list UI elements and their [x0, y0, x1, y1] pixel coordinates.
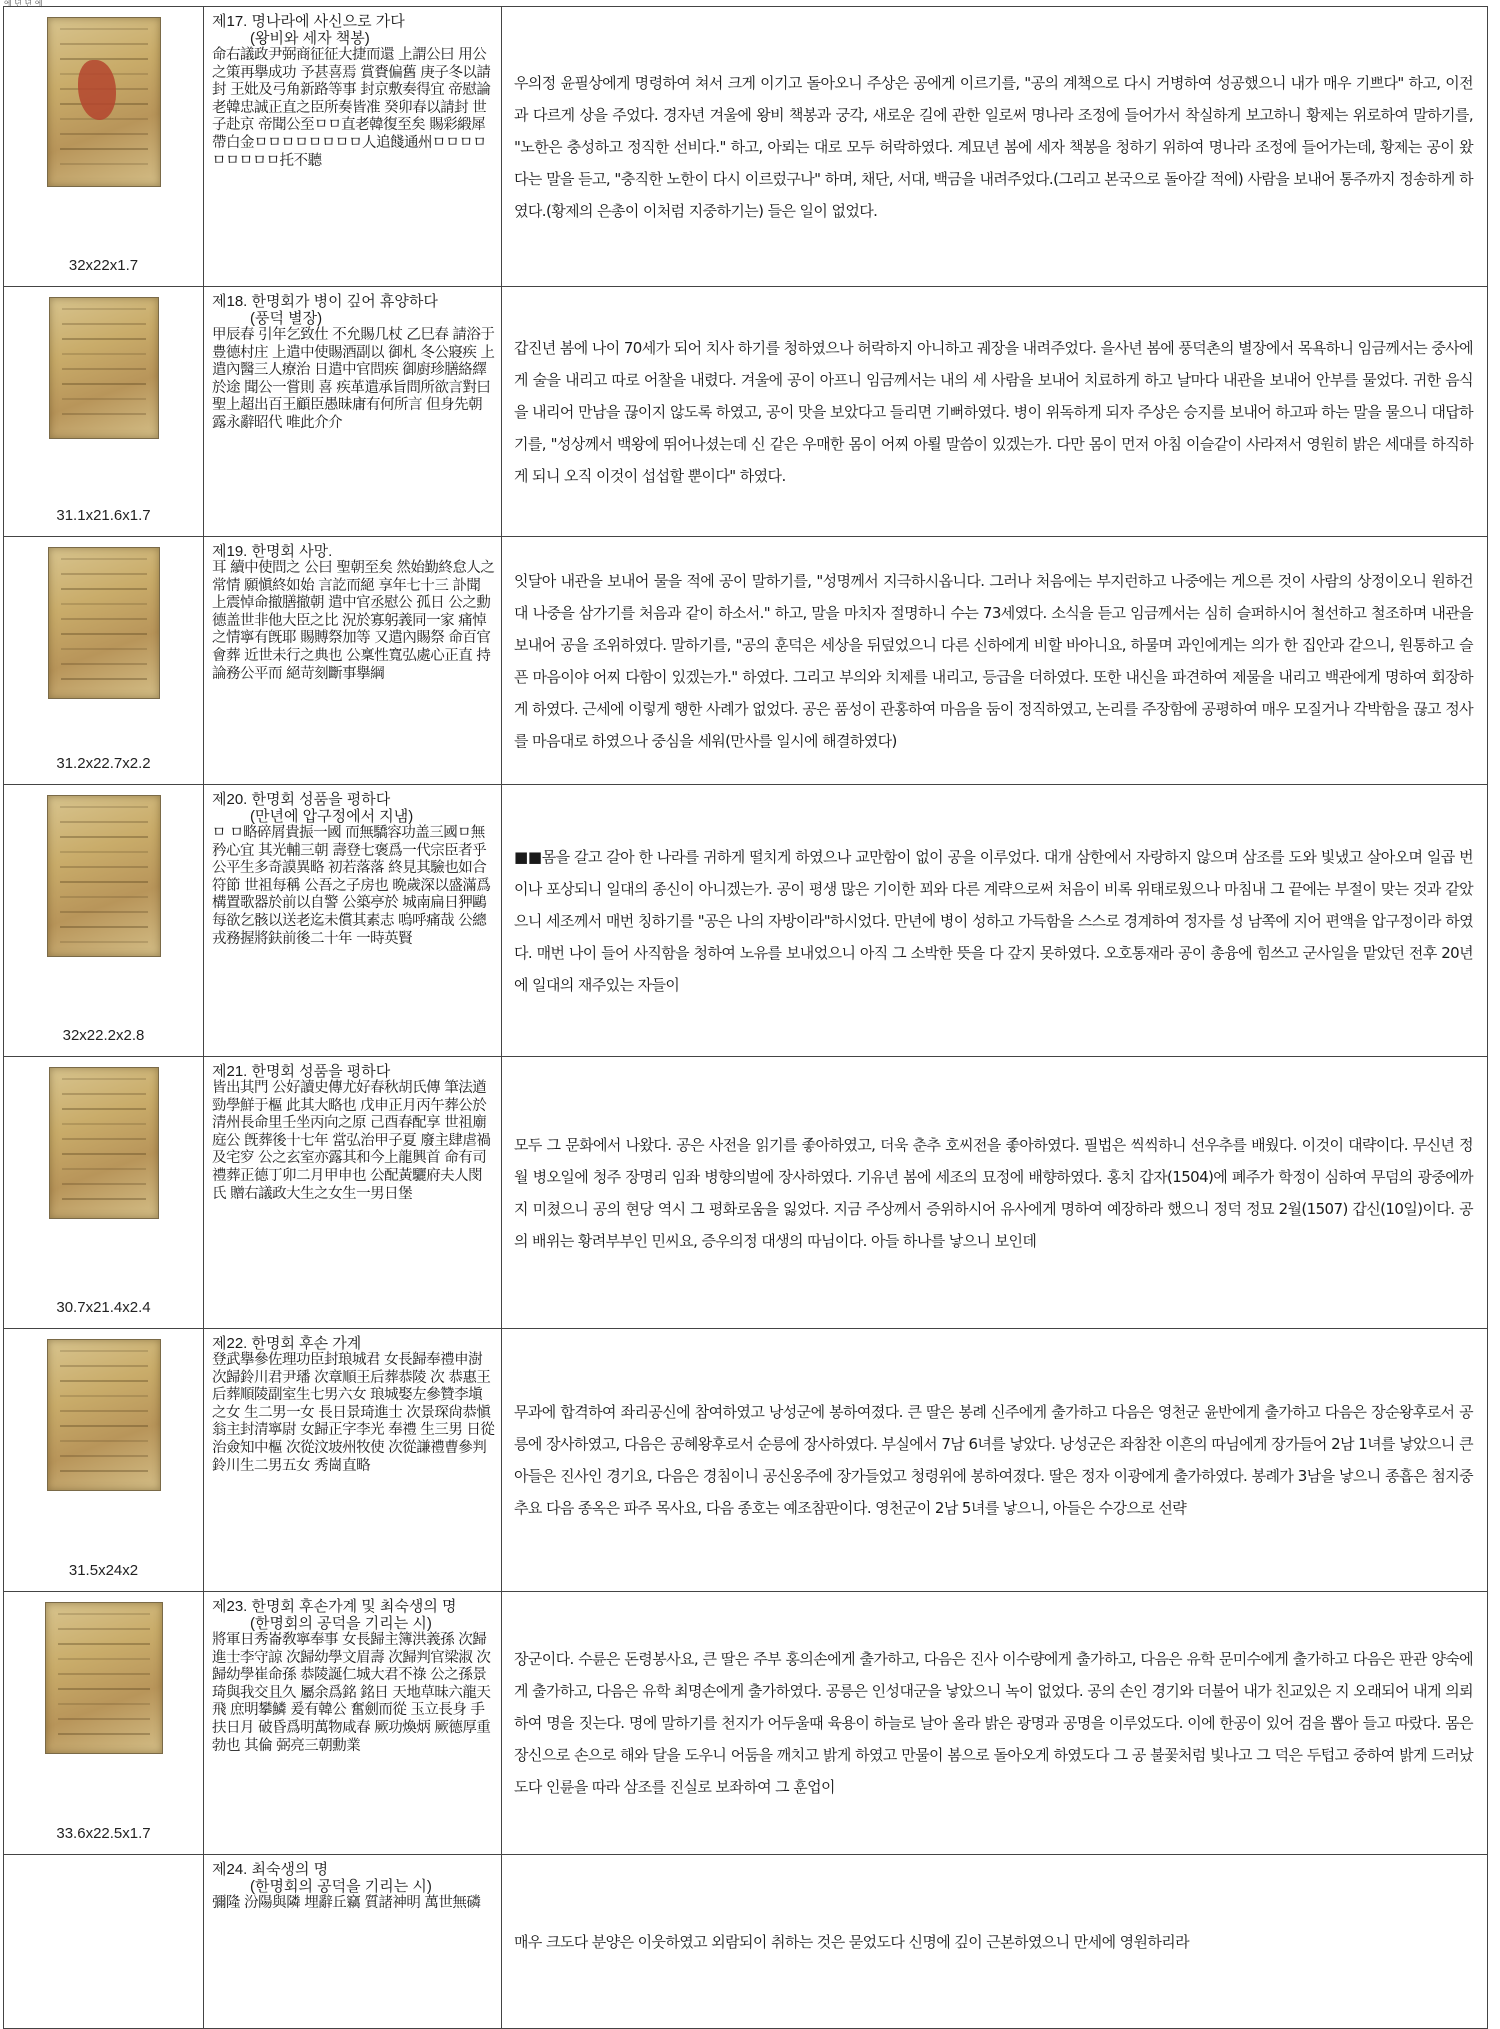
hanja-text: 將軍日秀崙敎寧奉事 女長歸主簿洪義孫 次歸進士李守諒 次歸幼學文眉壽 次歸判官梁淑 次歸幼學崔命孫 恭陵誕仁城大君不祿 公之孫景琦與我交且久 屬余爲銘 銘日 天地草昧六龍天飛 庶明攀鱗 爰有韓公 奮劍而從 玉立長身 手扶日月 破昏爲明萬物咸春 厥功煥炳 厥德厚重 勃也 其倫 弼亮三朝勳業	[212, 1632, 491, 1754]
tablet-image-cell	[4, 785, 204, 1057]
section-subtitle: (풍덕 별장)	[250, 310, 323, 327]
jade-tablet-image	[47, 1339, 161, 1491]
korean-translation-cell	[502, 7, 1488, 287]
korean-translation-text: ■■몸을 갈고 갈아 한 나라를 귀하게 떨치게 하였으나 교만함이 없이 공을 이루었다. 대개 삼한에서 자랑하지 않으며 삼조를 도와 빛냈고 살아오며 일곱 번이나 포상되니 일대의 종신이 아니겠는가. 공이 평생 많은 기이한 꾀와 다른 계략으로써 처음이 비록 위태로웠으나 마침내 그 끝에는 부절이 맞는 것과 같았으니 세조께서 매번 칭하기를 "공은 나의 자방이라"하시었다. 만년에 병이 성하고 가득함을 스스로 경계하여 정자를 성 남쪽에 지어 편액을 압구정이라 하였다. 매번 나이 들어 사직함을 청하여 노유를 보내었으니 아직 그 소박한 뜻을 다 갚지 못하였다. 오호통재라 공이 총융에 힘쓰고 군사일을 맡았던 전후 20년에 일대의 재주있는 자들이	[514, 847, 1473, 994]
jade-tablet-image	[49, 297, 159, 439]
korean-translation-text: 우의정 윤필상에게 명령하여 쳐서 크게 이기고 돌아오니 주상은 공에게 이르기를, "공의 계책으로 다시 거병하여 성공했으니 내가 매우 기쁘다" 하고, 이전과 다르게 상을 주었다. 경자년 겨울에 왕비 책봉과 궁각, 새로운 길에 관한 일로써 명나라 조정에 들어가서 착실하게 보고하니 황제는 위로하여 말하기를, "노한은 충성하고 정직한 선비다." 하고, 아뢰는 대로 모두 허락하였다. 계묘년 봄에 세자 책봉을 청하기 위하여 명나라 조정에 들어가는데, 황제는 공이 왔다는 말을 듣고, "충직한 노한이 다시 이르렀구나" 하며, 채단, 서대, 백금을 내려주었다.(그리고 본국으로 돌아갈 적에) 사람을 보내어 통주까지 정송하게 하였다.(황제의 은총이 이처럼 지중하기는) 들은 일이 없었다.	[514, 73, 1473, 220]
table-row	[4, 537, 1488, 785]
hanja-text: 耳 續中使問之 公曰 聖朝至矣 然始勤終怠人之常情 願愼終如始 言訖而絕 享年七十三 訃聞 上震悼命撤膳撤朝 遣中官丞慰公 孤日 公之勳德盖世非他大臣之比 況於寡躬義同一家 痛悼之情寧有旣耶 賜賻祭加等 又遣內賜祭 命百官會葬 近世未行之典也 公稟性寬弘處心正直 持論務公平而 絕苛刻斷事擧綱	[212, 560, 495, 682]
section-title: 제20. 한명회 성품을 평하다	[212, 791, 391, 808]
tablet-image-cell	[4, 537, 204, 785]
hanja-text: 甲辰春 引年乞致仕 不允賜几杖 乙巳春 請浴于豊德村庄 上遣中使賜酒副以 御札 冬公寢疾 上遣內醫三人療治 日遣中官問疾 御廚珍膳絡繹於途 聞公一嘗則 喜 疾革遣承旨問所欲言對曰 聖上超出百王顧臣愚昧庸有何所言 但身先朝露永辭昭代 唯此介介	[212, 327, 495, 431]
tablet-dimensions: 31.5x24x2	[68, 1562, 139, 1579]
hanja-text: 命右議政尹弼商征征大捷而還 上謂公曰 用公之策再擧成功 予甚喜焉 賞賚偏舊 庚子冬以請封 王妣及弓角新路等事 封京敷奏得宜 帝慰論老韓忠誠正直之臣所奏皆准 癸卯春以請封 世子赴京 帝聞公至ㅁㅁ直老韓復至矣 賜彩緞犀帶白金ㅁㅁㅁㅁㅁㅁㅁㅁ人追餞通州ㅁㅁㅁㅁㅁㅁㅁㅁㅁ托不聽	[212, 47, 491, 169]
tablet-image-cell	[4, 287, 204, 537]
hanja-cell	[204, 1855, 502, 2029]
hanja-text: ㅁ ㅁ略碎屑貴振一國 而無驕容功盖三國ㅁ無矜心宜 其光輔三朝 壽登七褒爲一代宗臣者乎 公平生多奇謨異略 初若落落 終見其驗也如合符節 世祖每稱 公吾之子房也 晩歲深以盛滿爲構置歌器於前以自警 公築亭於 城南扁日狎鷗 每欲乞骸以送老迄未償其素志 嗚呼痛哉 公總戎務握將鈇前後二十年 一時英賢	[212, 825, 491, 947]
hanja-cell	[204, 7, 502, 287]
jade-tablet-image	[48, 547, 160, 699]
section-title: 제23. 한명회 후손가계 및 최숙생의 명	[212, 1598, 457, 1615]
section-subtitle: (왕비와 세자 책봉)	[250, 30, 370, 47]
header-fragment: 에 년 년 에	[4, 0, 43, 8]
section-title: 제24. 최숙생의 명	[212, 1861, 329, 1878]
hanja-cell	[204, 1329, 502, 1592]
tablet-image-cell	[4, 1057, 204, 1329]
table-row	[4, 785, 1488, 1057]
jade-tablet-image	[45, 1602, 163, 1754]
jade-tablet-image	[47, 795, 161, 957]
tablet-image-cell	[4, 7, 204, 287]
table-row	[4, 1329, 1488, 1592]
section-title: 제22. 한명회 후손 가계	[212, 1335, 362, 1352]
table-row	[4, 1057, 1488, 1329]
section-title: 제19. 한명회 사망.	[212, 543, 333, 560]
hanja-text: 皆出其門 公好讀史傳尤好春秋胡氏傳 筆法遒勁學鮮于樞 此其大略也 戊申正月丙午葬公於清州長命里壬坐丙向之原 己酉春配享 世祖廟庭公 旣葬後十七年 當弘治甲子夏 廢主肆虐禍及宅穸 公之玄室亦露其和今上龍興首 命有司禮葬正德丁卯二月甲申也 公配黃驪府夫人閔氏 贈右議政大生之女生一男日堡	[212, 1080, 491, 1202]
korean-translation-cell	[502, 287, 1488, 537]
section-title: 제21. 한명회 성품을 평하다	[212, 1063, 391, 1080]
hanja-text: 彌隆 汾陽與隣 埋辭丘竊 質諸神明 萬世無磷	[212, 1895, 481, 1911]
section-title: 제18. 한명회가 병이 깊어 휴양하다	[212, 293, 438, 310]
tablet-image-cell	[4, 1592, 204, 1855]
hanja-cell	[204, 1592, 502, 1855]
korean-translation-cell	[502, 537, 1488, 785]
hanja-cell	[204, 1057, 502, 1329]
tablet-dimensions: 31.1x21.6x1.7	[56, 507, 151, 524]
table-row	[4, 1855, 1488, 2029]
section-subtitle: (한명회의 공덕을 기리는 시)	[250, 1878, 432, 1895]
table-body	[4, 7, 1488, 2029]
jade-tablet-image	[49, 1067, 159, 1219]
korean-translation-text: 장군이다. 수륜은 돈령봉사요, 큰 딸은 주부 홍의손에게 출가하고, 다음은 진사 이수량에게 출가하고, 다음은 유학 문미수에게 출가하고 다음은 판관 양숙에게 출가하고, 다음은 유학 최명손에게 출가하였다. 공릉은 인성대군을 낳았으니 녹이 없었다. 공의 손인 경기와 더불어 내가 친교있은 지 오래되어 내게 의뢰하여 명을 짓는다. 명에 말하기를 천지가 어두울때 육용이 하늘로 날아 올라 밝은 광명과 공명을 이루었도다. 이에 한공이 있어 검을 뽑아 들고 따랐다. 몸은 장신으로 손으로 해와 달을 도우니 어둠을 깨치고 밝게 하였고 만물이 봄으로 돌아오게 하였도다 그 공 불꽃처럼 빛나고 그 덕은 두텁고 중하여 밝게 드러났도다 인륜을 따라 삼조를 진실로 보좌하여 그 훈업이	[514, 1650, 1473, 1796]
jade-tablet-image	[47, 17, 161, 187]
korean-translation-cell	[502, 1057, 1488, 1329]
section-subtitle: (만년에 압구정에서 지냄)	[250, 808, 414, 825]
tablet-dimensions: 31.2x22.7x2.2	[56, 755, 151, 772]
hanja-text: 登武擧參佐理功臣封琅城君 女長歸奉禮申澍 次歸鈴川君尹璠 次章順王后葬恭陵 次 恭惠王后葬順陵副室生七男六女 琅城娶左參贊李塡之女 生二男一女 長日景琦進士 次景琛尙恭愼翁主封清寧尉 女歸正字李光 奉禮 生三男 日從治僉知中樞 次從汶坡州牧使 次從謙禮曹參判 鈴川生二男五女 秀崗直略	[212, 1352, 495, 1474]
hanja-cell	[204, 287, 502, 537]
korean-translation-text: 모두 그 문화에서 나왔다. 공은 사전을 읽기를 좋아하였고, 더욱 춘추 호씨전을 좋아하였다. 필법은 씩씩하니 선우추를 배웠다. 이것이 대략이다. 무신년 정월 병오일에 청주 장명리 임좌 병향의벌에 장사하였다. 기유년 봄에 세조의 묘정에 배향하였다. 홍치 갑자(1504)에 폐주가 학정이 심하여 무덤의 광중에까지 미쳤으니 공의 현당 역시 그 평화로움을 잃었다. 지금 주상께서 증위하시어 유사에게 명하여 예장하라 했으니 정덕 정묘 2월(1507) 갑신(10일)이다. 공의 배위는 황려부부인 민씨요, 증우의정 대생의 따님이다. 아들 하나를 낳으니 보인데	[514, 1135, 1473, 1250]
table-row	[4, 287, 1488, 537]
korean-translation-cell	[502, 1329, 1488, 1592]
tablet-dimensions: 30.7x21.4x2.4	[56, 1299, 151, 1316]
red-stain	[78, 60, 116, 120]
section-title: 제17. 명나라에 사신으로 가다	[212, 13, 405, 30]
korean-translation-text: 매우 크도다 분양은 이웃하였고 외람되이 취하는 것은 묻었도다 신명에 깊이 근본하였으니 만세에 영원하리라	[514, 1932, 1190, 1951]
table-row	[4, 1592, 1488, 1855]
section-subtitle: (한명회의 공덕을 기리는 시)	[250, 1615, 432, 1632]
korean-translation-cell	[502, 1855, 1488, 2029]
tablet-image-cell	[4, 1329, 204, 1592]
korean-translation-text: 갑진년 봄에 나이 70세가 되어 치사 하기를 청하였으나 허락하지 아니하고 궤장을 내려주었다. 을사년 봄에 풍덕촌의 별장에서 목욕하니 임금께서는 중사에게 술을 내리고 따로 어찰을 내렸다. 겨울에 공이 아프니 임금께서는 내의 세 사람을 보내어 치료하게 하고 날마다 내관을 보내어 안부를 물었다. 귀한 음식을 내리어 만남을 끊이지 않도록 하였고, 공이 맛을 보았다고 들리면 기뻐하였다. 병이 위독하게 되자 주상은 승지를 보내어 하고파 하는 말을 물으니 대답하기를, "성상께서 백왕에 뛰어나셨는데 신 같은 우매한 몸이 어찌 아뢸 말씀이 있겠는가. 다만 몸이 먼저 아침 이슬같이 사라져서 영원히 밝은 세대를 하직하게 되니 오직 이것이 섭섭할 뿐이다" 하였다.	[514, 338, 1473, 485]
inscription-table	[3, 6, 1488, 2029]
tablet-dimensions: 33.6x22.5x1.7	[56, 1825, 151, 1842]
tablet-dimensions: 32x22x1.7	[68, 257, 139, 274]
korean-translation-text: 잇달아 내관을 보내어 물을 적에 공이 말하기를, "성명께서 지극하시옵니다. 그러나 처음에는 부지런하고 나중에는 게으른 것이 사람의 상정이오니 원하건대 나중을 삼가기를 처음과 같이 하소서." 하고, 말을 마치자 절명하니 수는 73세였다. 소식을 듣고 임금께서는 심히 슬퍼하시어 철선하고 철조하며 내관을 보내어 공을 조위하였다. 말하기를, "공의 훈덕은 세상을 뒤덮었으니 다른 신하에게 비할 바아니요, 하물며 과인에게는 의가 한 집안과 같으니, 원통하고 슬픈 마음이야 어찌 다함이 있겠는가." 하였다. 그리고 부의와 치제를 내리고, 등급을 더하였다. 또한 내신을 파견하여 제물을 내리고 백관에게 명하여 회장하게 하였다. 근세에 이렇게 행한 사례가 없었다. 공은 품성이 관홍하여 마음을 둠이 정직하였고, 논리를 주장함에 공평하여 매우 모질거나 각박함을 끊고 정사를 마음대로 하였으나 중심을 세워(만사를 일시에 해결하였다)	[514, 571, 1473, 750]
tablet-image-cell	[4, 1855, 204, 2029]
korean-translation-cell	[502, 1592, 1488, 1855]
hanja-cell	[204, 785, 502, 1057]
tablet-dimensions: 32x22.2x2.8	[62, 1027, 145, 1044]
korean-translation-text: 무과에 합격하여 좌리공신에 참여하였고 낭성군에 봉하여졌다. 큰 딸은 봉례 신주에게 출가하고 다음은 영천군 윤반에게 출가하고 다음은 장순왕후로서 공릉에 장사하였고, 다음은 공혜왕후로서 순릉에 장사하였다. 부실에서 7남 6녀를 낳았다. 낭성군은 좌참찬 이흔의 따님에게 장가들어 2남 1녀를 낳았으니 큰 아들은 진사인 경기요, 다음은 경침이니 공신옹주에 장가들었고 청령위에 봉하여졌다. 딸은 정자 이광에게 출가하였다. 봉례가 3남을 낳으니 종흡은 첨지중추요 다음 종옥은 파주 목사요, 다음 종호는 예조참판이다. 영천군이 2남 5녀를 낳으니, 아들은 수강으로 선략	[514, 1403, 1473, 1517]
korean-translation-cell	[502, 785, 1488, 1057]
hanja-cell	[204, 537, 502, 785]
table-row	[4, 7, 1488, 287]
